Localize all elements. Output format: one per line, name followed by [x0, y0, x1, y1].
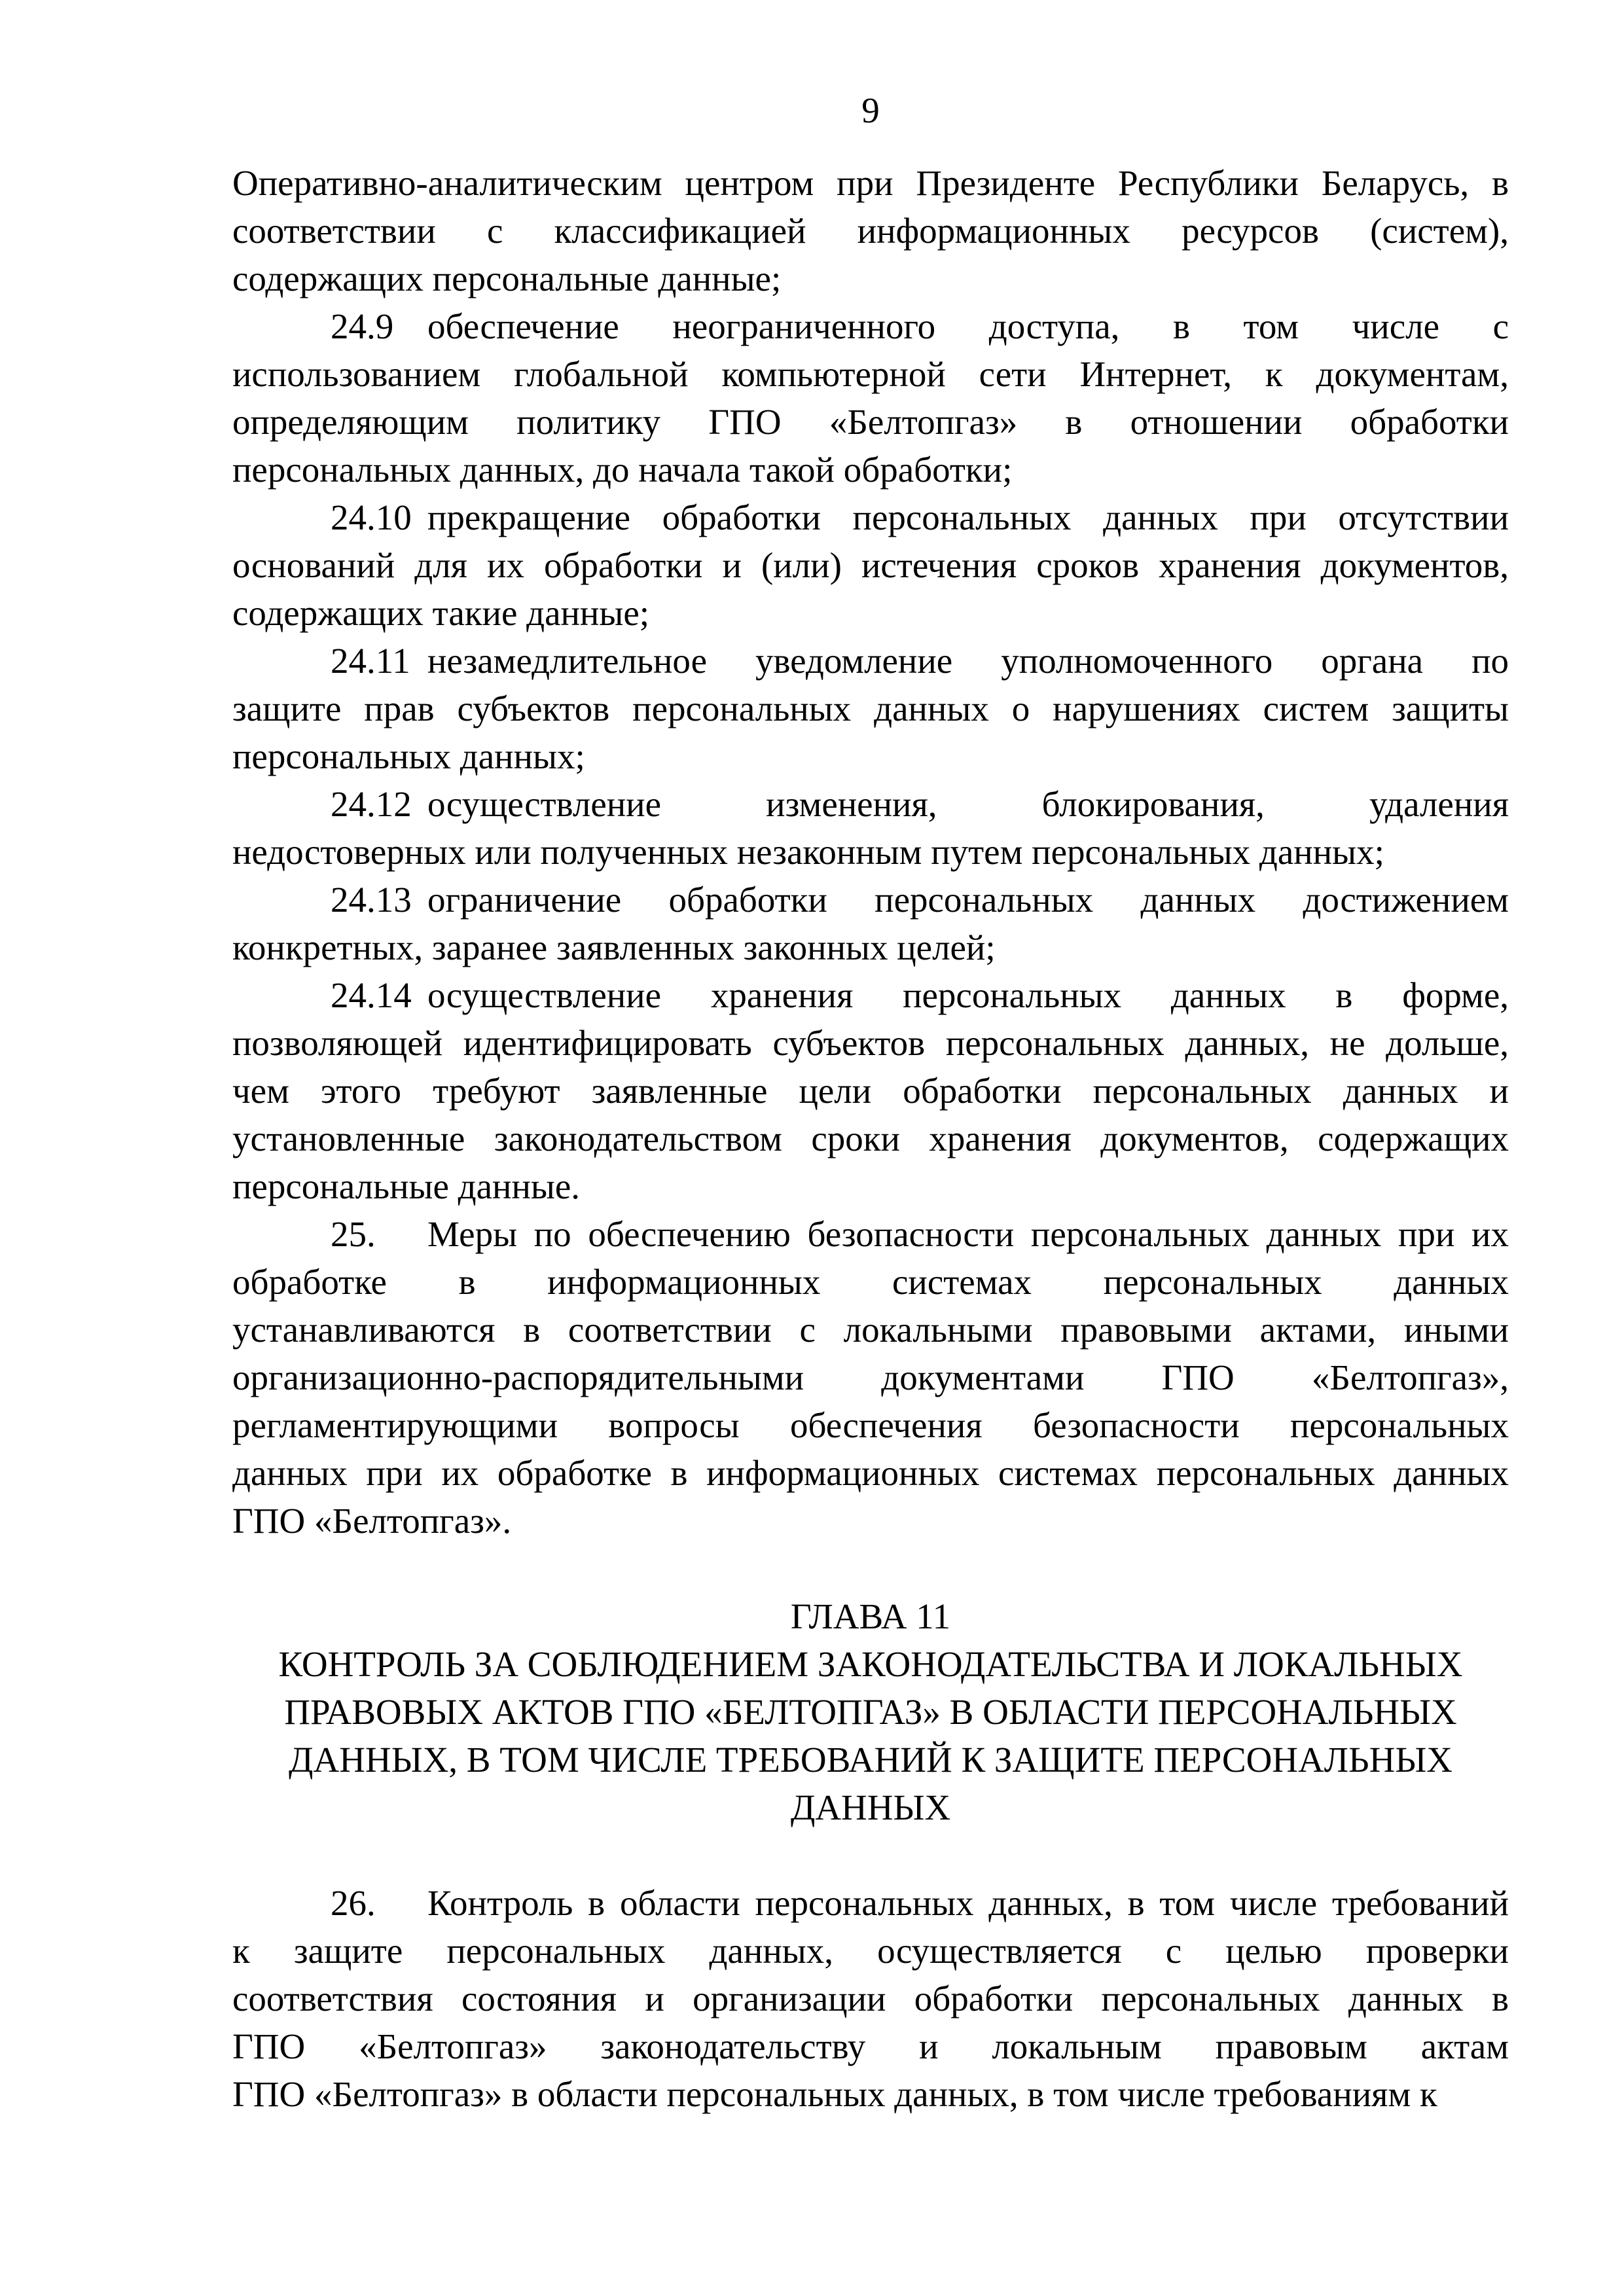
item-number: 24.9 [331, 306, 394, 346]
paragraph-line [232, 876, 1509, 924]
chapter-title-line: ДАННЫХ [790, 1787, 951, 1827]
paragraph-line: персональных данных, до начала такой обработки; [232, 450, 1013, 490]
page-number: 9 [861, 90, 880, 130]
paragraph-line: соответствии с классификацией информационных ресурсов (систем), [232, 211, 1509, 251]
chapter-heading [232, 1592, 1509, 1831]
paragraph-line: оснований для их обработки и (или) истечения сроков хранения документов, [232, 545, 1509, 585]
paragraph-line: конкретных, заранее заявленных законных целей; [232, 927, 996, 967]
paragraph-line [232, 302, 1509, 350]
paragraph-line: содержащих персональные данные; [232, 259, 782, 298]
item-number: 26. [331, 1883, 376, 1923]
paragraph-line: определяющим политику ГПО «Белтопгаз» в отношении обработки [232, 402, 1509, 442]
paragraph-line: Оперативно-аналитическим центром при Президенте Республики Беларусь, в [232, 163, 1509, 203]
paragraph-line: защите прав субъектов персональных данных о нарушениях систем защиты [232, 689, 1509, 728]
paragraph-line: регламентирующими вопросы обеспечения безопасности персональных [232, 1405, 1509, 1445]
blank-line [232, 1831, 1509, 1879]
line-text: Меры по обеспечению безопасности персональных данных при их [427, 1214, 1509, 1254]
paragraph-25 [232, 1210, 1509, 1545]
item-number: 24.11 [331, 641, 410, 681]
paragraph-line: персональные данные. [232, 1166, 581, 1206]
paragraph-line [232, 493, 1509, 541]
paragraph-line: ГПО «Белтопгаз» законодательству и локальным правовым актам [232, 2026, 1509, 2066]
paragraph-line: персональных данных; [232, 736, 585, 776]
paragraph-line: устанавливаются в соответствии с локальными правовыми актами, иными [232, 1310, 1509, 1350]
chapter-title-line: ДАННЫХ, В ТОМ ЧИСЛЕ ТРЕБОВАНИЙ К ЗАЩИТЕ ПЕРСОНАЛЬНЫХ [288, 1740, 1453, 1780]
paragraph-line: ГПО «Белтопгаз». [232, 1501, 512, 1541]
paragraph-line [232, 637, 1509, 685]
line-text: незамедлительное уведомление уполномоченного органа по [427, 641, 1509, 681]
item-number: 25. [331, 1214, 376, 1254]
paragraph-24-9 [232, 302, 1509, 493]
blank-line [232, 1545, 1509, 1592]
paragraph-line: недостоверных или полученных незаконным путем персональных данных; [232, 832, 1384, 872]
paragraph-line: к защите персональных данных, осуществляется с целью проверки [232, 1931, 1509, 1971]
paragraph-24-10 [232, 493, 1509, 637]
paragraph-line [232, 1210, 1509, 1258]
paragraph-line: данных при их обработке в информационных системах персональных данных [232, 1453, 1509, 1493]
line-text: ограничение обработки персональных данных достижением [427, 880, 1509, 920]
line-text: Контроль в области персональных данных, в том числе требований [427, 1883, 1509, 1923]
paragraph-line: содержащих такие данные; [232, 593, 650, 633]
paragraph-continuation [232, 159, 1509, 302]
paragraph-line: позволяющей идентифицировать субъектов персональных данных, не дольше, [232, 1023, 1509, 1063]
paragraph-24-12 [232, 780, 1509, 876]
item-number: 24.13 [331, 880, 412, 920]
paragraph-line: установленные законодательством сроки хранения документов, содержащих [232, 1119, 1509, 1158]
item-number: 24.10 [331, 497, 412, 537]
item-number: 24.14 [331, 975, 412, 1015]
paragraph-24-14 [232, 971, 1509, 1210]
paragraph-line: организационно-распорядительными документами ГПО «Белтопгаз», [232, 1357, 1509, 1397]
chapter-number: ГЛАВА 11 [790, 1596, 951, 1636]
line-text: осуществление изменения, блокирования, удаления [427, 784, 1509, 824]
paragraph-line: использованием глобальной компьютерной сети Интернет, к документам, [232, 354, 1509, 394]
paragraph-line [232, 1879, 1509, 1927]
paragraph-24-13 [232, 876, 1509, 971]
chapter-title-line: ПРАВОВЫХ АКТОВ ГПО «БЕЛТОПГАЗ» В ОБЛАСТИ ПЕРСОНАЛЬНЫХ [284, 1692, 1457, 1732]
paragraph-line: ГПО «Белтопгаз» в области персональных данных, в том числе требованиям к [232, 2074, 1437, 2114]
paragraph-line [232, 780, 1509, 828]
paragraph-24-11 [232, 637, 1509, 780]
line-text: обеспечение неограниченного доступа, в том числе с [427, 306, 1509, 346]
line-text: осуществление хранения персональных данных в форме, [427, 975, 1509, 1015]
paragraph-line [232, 971, 1509, 1019]
line-text: прекращение обработки персональных данных при отсутствии [427, 497, 1509, 537]
paragraph-line: соответствия состояния и организации обработки персональных данных в [232, 1979, 1509, 2018]
paragraph-line: чем этого требуют заявленные цели обработки персональных данных и [232, 1071, 1509, 1111]
paragraph-line: обработке в информационных системах персональных данных [232, 1262, 1509, 1302]
paragraph-26 [232, 1879, 1509, 2118]
chapter-title-line: КОНТРОЛЬ ЗА СОБЛЮДЕНИЕМ ЗАКОНОДАТЕЛЬСТВА И ЛОКАЛЬНЫХ [278, 1644, 1463, 1684]
item-number: 24.12 [331, 784, 412, 824]
